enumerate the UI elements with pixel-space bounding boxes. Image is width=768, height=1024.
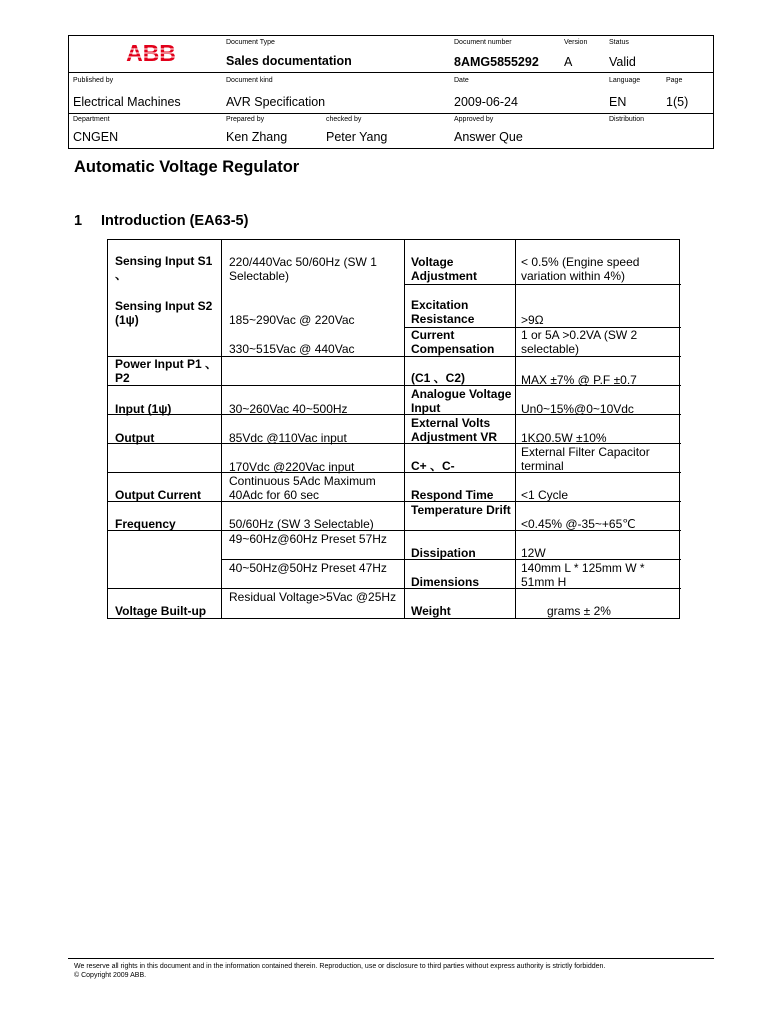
language-label: Language xyxy=(609,77,641,84)
spec-table xyxy=(107,239,680,619)
spec-value: Continuous 5Adc Maximum 40Adc for 60 sec xyxy=(229,474,376,502)
svg-text:ABB: ABB xyxy=(126,41,176,65)
spec-label: C+ 、C- xyxy=(411,459,455,473)
section-heading xyxy=(74,213,248,229)
spec-value: 12W xyxy=(521,546,546,560)
spec-value: < 0.5% (Engine speed variation within 4%) xyxy=(521,255,640,283)
spec-value: <1 Cycle xyxy=(521,488,569,502)
table-row-rule xyxy=(404,284,681,285)
document-number-label: Document number xyxy=(454,39,512,46)
spec-value: Residual Voltage>5Vac @25Hz xyxy=(229,590,397,604)
date-label: Date xyxy=(454,77,469,84)
document-title: Automatic Voltage Regulator xyxy=(74,158,300,176)
spec-label: Weight xyxy=(411,604,451,618)
spec-label: Current Compensation xyxy=(411,328,495,356)
table-row-rule xyxy=(108,385,404,386)
department: CNGEN xyxy=(73,130,119,144)
spec-label: Dimensions xyxy=(411,575,480,589)
status-label: Status xyxy=(609,39,629,46)
spec-value: 50/60Hz (SW 3 Selectable) xyxy=(229,517,374,531)
spec-label: Power Input P1 、P2 xyxy=(115,357,218,385)
abb-logo xyxy=(121,41,181,65)
spec-label: Output Current xyxy=(115,488,201,502)
date: 2009-06-24 xyxy=(454,95,518,109)
document-type-label: Document Type xyxy=(226,39,275,46)
status: Valid xyxy=(609,55,636,69)
approved-by-label: Approved by xyxy=(454,116,494,123)
spec-label: Temperature Drift xyxy=(411,503,511,517)
spec-label: Respond Time xyxy=(411,488,494,502)
spec-label: Frequency xyxy=(115,517,176,531)
spec-label: Input (1ψ) xyxy=(115,402,172,416)
table-column-rule xyxy=(404,240,405,618)
header-divider xyxy=(69,113,713,114)
spec-value: <0.45% @-35~+65℃ xyxy=(521,517,636,531)
spec-label: (C1 、C2) xyxy=(411,371,466,385)
document-kind: AVR Specification xyxy=(226,95,326,109)
document-type: Sales documentation xyxy=(226,54,352,68)
published-by: Electrical Machines xyxy=(73,95,181,109)
table-row-rule xyxy=(221,559,404,560)
spec-value: 40~50Hz@50Hz Preset 47Hz xyxy=(229,561,387,575)
distribution-label: Distribution xyxy=(609,116,645,123)
header-divider xyxy=(69,72,713,73)
page-label: Page xyxy=(666,77,683,84)
spec-label: Output xyxy=(115,431,155,445)
spec-value: grams ± 2% xyxy=(547,604,611,618)
spec-value: External Filter Capacitor terminal xyxy=(521,445,650,473)
spec-value: 49~60Hz@60Hz Preset 57Hz xyxy=(229,532,387,546)
checked-by-label: checked by xyxy=(326,116,362,123)
version-label: Version xyxy=(564,39,588,46)
spec-value: >9Ω xyxy=(521,313,544,327)
spec-label: External Volts Adjustment VR xyxy=(411,416,498,444)
spec-value: 1KΩ0.5W ±10% xyxy=(521,431,607,445)
spec-value: 185~290Vac @ 220Vac xyxy=(229,313,355,327)
spec-label: Analogue Voltage Input xyxy=(411,387,512,415)
language: EN xyxy=(609,95,627,109)
table-column-rule xyxy=(221,240,222,618)
table-column-rule xyxy=(515,240,516,618)
spec-label: Voltage Built-up xyxy=(115,604,207,618)
spec-value: 1 or 5A >0.2VA (SW 2 selectable) xyxy=(521,328,638,356)
approved-by: Answer Que xyxy=(454,130,523,144)
spec-value: 140mm L * 125mm W * 51mm H xyxy=(521,561,645,589)
table-row-rule xyxy=(108,588,404,589)
spec-value: 85Vdc @110Vac input xyxy=(229,431,347,445)
document-kind-label: Document kind xyxy=(226,77,273,84)
checked-by: Peter Yang xyxy=(326,130,388,144)
spec-value: Un0~15%@0~10Vdc xyxy=(521,402,634,416)
spec-label: Sensing Input S1 、 xyxy=(115,254,213,282)
spec-value: 330~515Vac @ 440Vac xyxy=(229,342,355,356)
spec-label: Voltage Adjustment xyxy=(411,255,477,283)
department-label: Department xyxy=(73,116,110,123)
footer-copyright: © Copyright 2009 ABB. xyxy=(74,972,147,979)
spec-label: Excitation Resistance xyxy=(411,298,475,326)
spec-value: 30~260Vac 40~500Hz xyxy=(229,402,348,416)
prepared-by: Ken Zhang xyxy=(226,130,288,144)
footer-rule xyxy=(68,958,714,959)
version: A xyxy=(564,55,573,69)
spec-value: 170Vdc @220Vac input xyxy=(229,460,355,474)
spec-label: Dissipation xyxy=(411,546,476,560)
prepared-by-label: Prepared by xyxy=(226,116,265,123)
table-row-rule xyxy=(404,356,681,357)
published-by-label: Published by xyxy=(73,77,114,84)
spec-value: MAX ±7% @ P.F ±0.7 xyxy=(521,373,637,387)
section-title: Introduction (EA63-5) xyxy=(101,213,249,229)
section-number: 1 xyxy=(74,213,83,229)
document-header xyxy=(68,35,714,149)
document-number: 8AMG5855292 xyxy=(454,55,539,69)
spec-value: 220/440Vac 50/60Hz (SW 1 Selectable) xyxy=(229,255,377,283)
footer-rights-text: We reserve all rights in this document and in the information contained therein. Reproduction, use or disclosure to third parties without express authority is strictly forbidden. xyxy=(74,963,606,970)
page-number: 1(5) xyxy=(666,95,689,109)
spec-label: Sensing Input S2 (1ψ) xyxy=(115,299,213,327)
